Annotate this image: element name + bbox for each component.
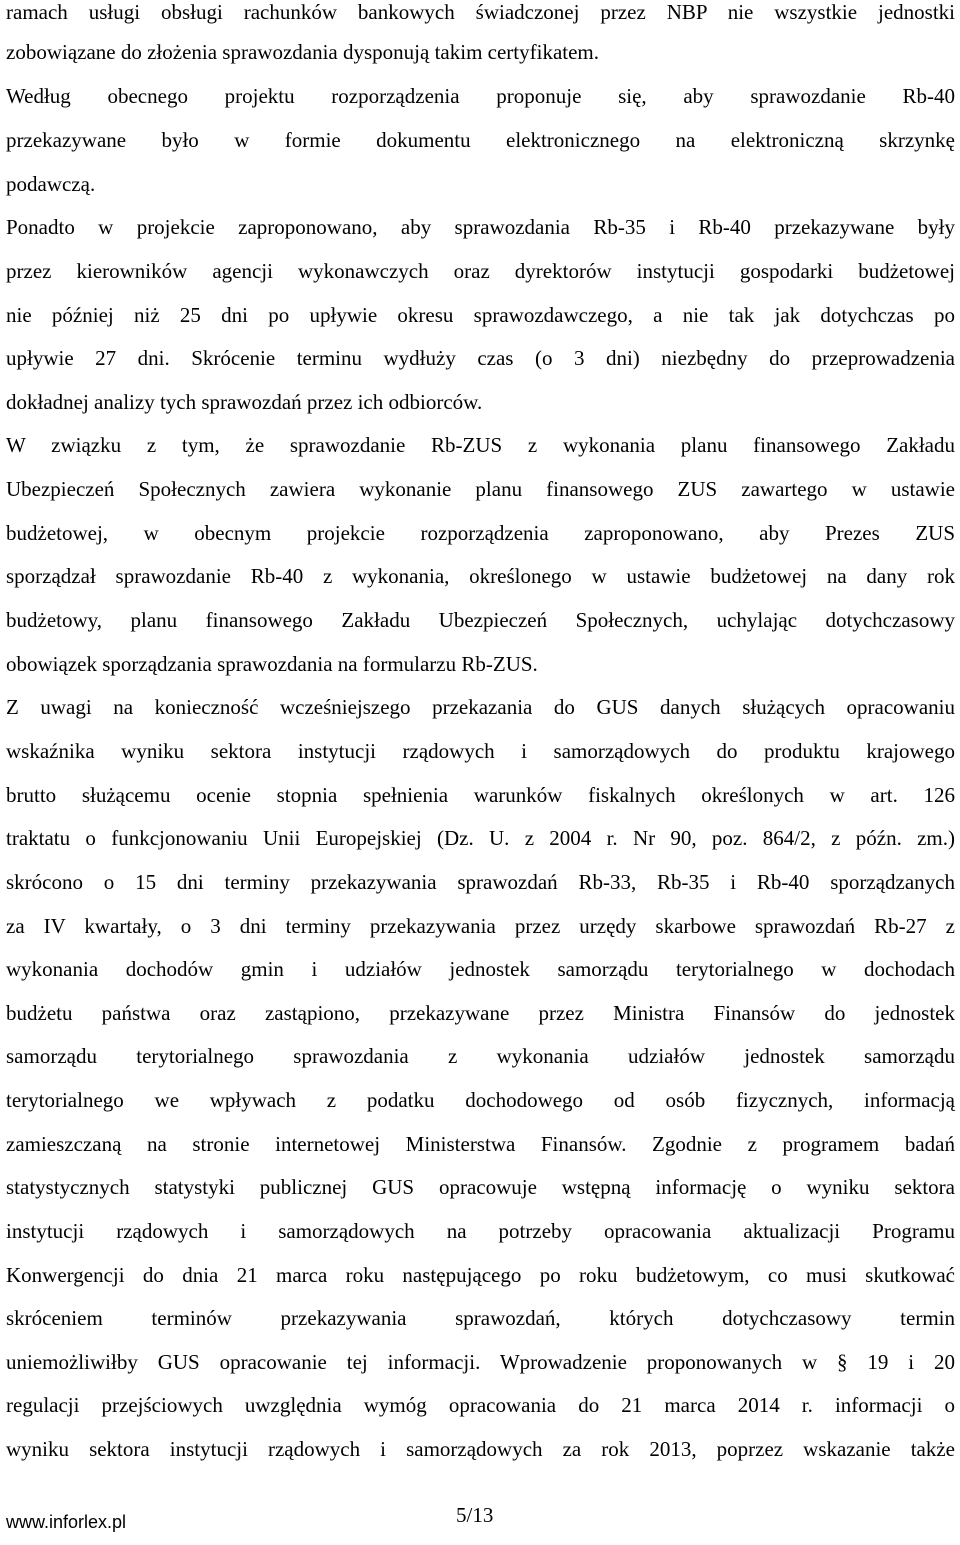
text-line: terytorialnego we wpływach z podatku dochodowego od osób fizycznych, informacją [6, 1088, 955, 1112]
text-line: budżetowej, w obecnym projekcie rozporządzenia zaproponowano, aby Prezes ZUS [6, 521, 955, 545]
text-line: przekazywane było w formie dokumentu elektronicznego na elektroniczną skrzynkę [6, 128, 955, 152]
text-line: W związku z tym, że sprawozdanie Rb-ZUS z wykonania planu finansowego Zakładu [6, 433, 955, 457]
text-line: budżetowy, planu finansowego Zakładu Ubezpieczeń Społecznych, uchylając dotychczasowy [6, 608, 955, 632]
text-line: wyniku sektora instytucji rządowych i samorządowych za rok 2013, poprzez wskazanie także [6, 1437, 955, 1461]
text-line: podawczą. [6, 172, 96, 196]
text-line: zobowiązane do złożenia sprawozdania dysponują takim certyfikatem. [6, 40, 600, 64]
text-line: za IV kwartały, o 3 dni terminy przekazywania przez urzędy skarbowe sprawozdań Rb-27 z [6, 914, 955, 938]
text-line: zamieszczaną na stronie internetowej Ministerstwa Finansów. Zgodnie z programem badań [6, 1132, 955, 1156]
text-line: przez kierowników agencji wykonawczych oraz dyrektorów instytucji gospodarki budżetowej [6, 259, 955, 283]
text-line: wskaźnika wyniku sektora instytucji rządowych i samorządowych do produktu krajowego [6, 739, 955, 763]
text-line: dokładnej analizy tych sprawozdań przez ich odbiorców. [6, 390, 483, 414]
text-line: skrócono o 15 dni terminy przekazywania sprawozdań Rb-33, Rb-35 i Rb-40 sporządzanych [6, 870, 955, 894]
text-line: uniemożliwiłby GUS opracowanie tej informacji. Wprowadzenie proponowanych w § 19 i 20 [6, 1350, 955, 1374]
text-line: Ubezpieczeń Społecznych zawiera wykonanie planu finansowego ZUS zawartego w ustawie [6, 477, 955, 501]
text-line: obowiązek sporządzania sprawozdania na formularzu Rb-ZUS. [6, 652, 538, 676]
text-line: traktatu o funkcjonowaniu Unii Europejskiej (Dz. U. z 2004 r. Nr 90, poz. 864/2, z późn. zm.) [6, 826, 955, 850]
text-line: instytucji rządowych i samorządowych na potrzeby opracowania aktualizacji Programu [6, 1219, 955, 1243]
text-line: regulacji przejściowych uwzględnia wymóg opracowania do 21 marca 2014 r. informacji o [6, 1393, 955, 1417]
text-line: upływie 27 dni. Skrócenie terminu wydłuży czas (o 3 dni) niezbędny do przeprowadzenia [6, 346, 955, 370]
text-line: Według obecnego projektu rozporządzenia proponuje się, aby sprawozdanie Rb-40 [6, 84, 955, 108]
text-line: ramach usługi obsługi rachunków bankowych świadczonej przez NBP nie wszystkie jednostki [6, 0, 955, 24]
text-line: Z uwagi na konieczność wcześniejszego przekazania do GUS danych służących opracowaniu [6, 695, 955, 719]
text-line: brutto służącemu ocenie stopnia spełnienia warunków fiskalnych określonych w art. 126 [6, 783, 955, 807]
text-line: budżetu państwa oraz zastąpiono, przekazywane przez Ministra Finansów do jednostek [6, 1001, 955, 1025]
text-line: Konwergencji do dnia 21 marca roku następującego po roku budżetowym, co musi skutkować [6, 1263, 955, 1287]
text-line: sporządzał sprawozdanie Rb-40 z wykonania, określonego w ustawie budżetowej na dany rok [6, 564, 955, 588]
text-line: nie później niż 25 dni po upływie okresu sprawozdawczego, a nie tak jak dotychczas po [6, 303, 955, 327]
page-number: 5/13 [456, 1503, 494, 1527]
footer-website-link[interactable]: www.inforlex.pl [6, 1512, 127, 1532]
text-line: samorządu terytorialnego sprawozdania z wykonania udziałów jednostek samorządu [6, 1044, 955, 1068]
text-line: statystycznych statystyki publicznej GUS opracowuje wstępną informację o wyniku sektora [6, 1175, 955, 1199]
text-line: Ponadto w projekcie zaproponowano, aby sprawozdania Rb-35 i Rb-40 przekazywane były [6, 215, 955, 239]
text-line: wykonania dochodów gmin i udziałów jednostek samorządu terytorialnego w dochodach [6, 957, 955, 981]
text-line: skróceniem terminów przekazywania sprawozdań, których dotychczasowy termin [6, 1306, 955, 1330]
